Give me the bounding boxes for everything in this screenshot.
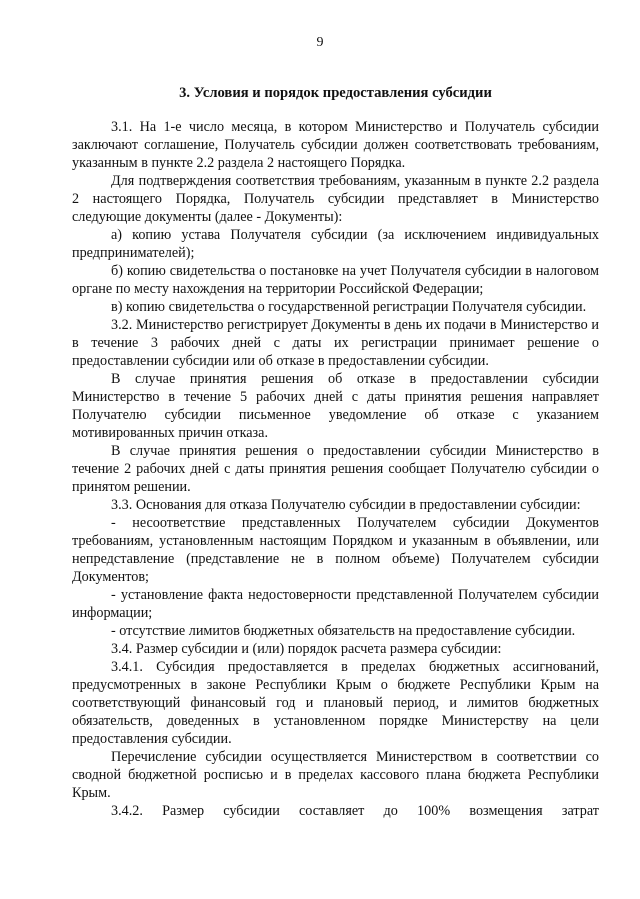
paragraph-3-4: 3.4. Размер субсидии и (или) порядок расчета размера субсидии: [111,641,502,657]
refusal-ground-2: - установление факта недостоверности представленной Получателем субсидии информации; [72,587,599,621]
paragraph-approval-case: В случае принятия решения о предоставлении субсидии Министерство в течение 2 рабочих дней с даты принятия решения сообщает Получателю субсидии о принятом решении. [72,443,599,495]
paragraph-3-4-2: 3.4.2. Размер субсидии составляет до 100% возмещения затрат [111,803,599,819]
paragraph-transfer: Перечисление субсидии осуществляется Министерством в соответствии со сводной бюджетной росписью и в пределах кассового плана бюджета Республики Крым. [72,749,599,801]
paragraph-3-2: 3.2. Министерство регистрирует Документы в день их подачи в Министерство и в течение 3 рабочих дней с даты их регистрации принимает решение о предоставлении субсидии или об отказе в предоставлении субсидии. [72,317,599,369]
refusal-ground-1: - несоответствие представленных Получателем субсидии Документов требованиям, установленным настоящим Порядком и указанным в объявлении, или непредставление (представление не в полном объеме) Получателем субсидии Документов; [72,515,599,585]
list-item-a: а) копию устава Получателя субсидии (за исключением индивидуальных предпринимателей); [72,227,599,261]
paragraph-refusal-case: В случае принятия решения об отказе в предоставлении субсидии Министерство в течение 5 рабочих дней с даты принятия решения направляет Получателю субсидии письменное уведомление об отказе с указанием мотивированных причин отказа. [72,371,599,441]
list-item-b: б) копию свидетельства о постановке на учет Получателя субсидии в налоговом органе по месту нахождения на территории Российской Федерации; [72,263,599,297]
paragraph-3-1: 3.1. На 1-е число месяца, в котором Министерство и Получатель субсидии заключают соглашение, Получатель субсидии должен соответствовать требованиям, указанным в пункте 2.2 раздела 2 настоящего Порядка. [72,119,599,171]
page-number: 9 [316,35,324,50]
list-item-c: в) копию свидетельства о государственной регистрации Получателя субсидии. [111,299,587,315]
paragraph-confirmation: Для подтверждения соответствия требованиям, указанным в пункте 2.2 раздела 2 настоящего Порядка, Получатель субсидии представляет в Министерство следующие документы (далее - Документы): [72,173,599,225]
paragraph-3-4-1: 3.4.1. Субсидия предоставляется в пределах бюджетных ассигнований, предусмотренных в законе Республики Крым о бюджете Республики Крым на соответствующий финансовый год и плановый период, и лимитов бюджетных обязательств, доведенных в установленном порядке Министерству на цели предоставления субсидии. [72,659,599,747]
refusal-ground-3: - отсутствие лимитов бюджетных обязательств на предоставление субсидии. [111,623,576,639]
section-title: 3. Условия и порядок предоставления субсидии [179,85,492,101]
document-body [72,118,599,820]
paragraph-3-3: 3.3. Основания для отказа Получателю субсидии в предоставлении субсидии: [111,497,581,513]
